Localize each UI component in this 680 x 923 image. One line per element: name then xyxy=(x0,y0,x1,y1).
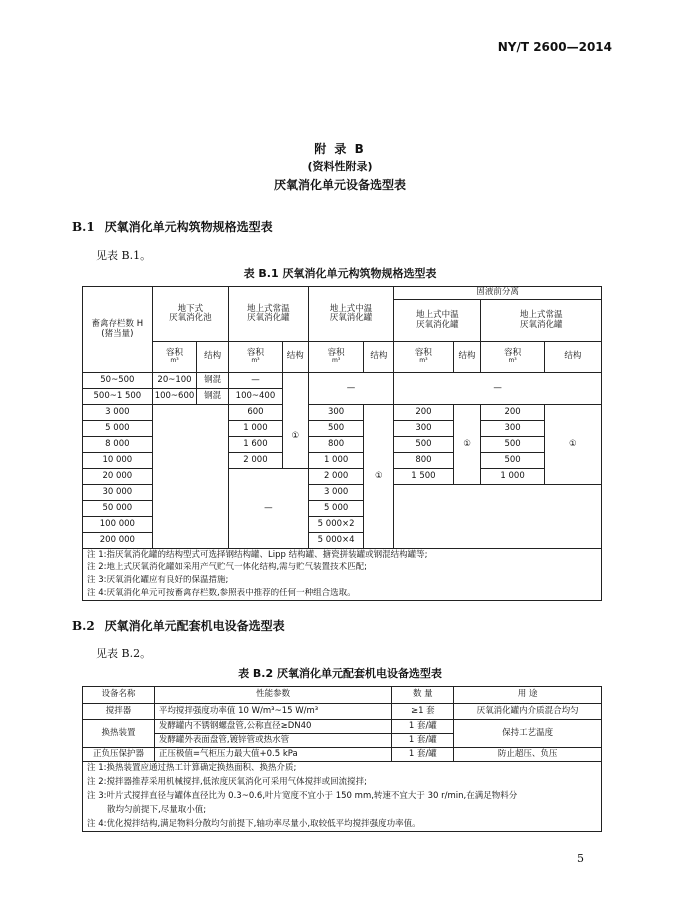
volume-cell: 2 000 xyxy=(308,469,364,485)
volume-cell: — xyxy=(229,373,283,389)
section-b2-text: 见表 B.2。 xyxy=(96,647,152,660)
stock-cell: 50~500 xyxy=(83,373,153,389)
sep-medium-header: 地上式中温 厌氧消化罐 xyxy=(394,300,481,342)
volume-cell: 500 xyxy=(481,437,544,453)
struct-header: 结构 xyxy=(197,342,229,373)
equipment-use: 厌氧消化罐内介质混合均匀 xyxy=(454,704,602,720)
above-medium-header: 地上式中温 厌氧消化罐 xyxy=(308,287,394,342)
sep-normal-header: 地上式常温 厌氧消化罐 xyxy=(481,300,602,342)
table-note: 注 3:厌氧消化罐应有良好的保温措施; xyxy=(83,575,602,588)
appendix-name: 厌氧消化单元设备选型表 xyxy=(273,178,406,192)
vol-header: 容积 m³ xyxy=(229,342,283,373)
equipment-param: 平均搅拌强度功率值 10 W/m³~15 W/m³ xyxy=(154,704,392,720)
col-header-name: 设备名称 xyxy=(83,687,155,704)
table-note: 散均匀前提下,尽量取小值; xyxy=(83,804,602,818)
volume-cell: 1 500 xyxy=(394,469,453,485)
stock-cell: 100 000 xyxy=(83,517,153,533)
volume-cell: 300 xyxy=(394,421,453,437)
struct-cell: ① xyxy=(453,405,481,485)
section-b1-heading xyxy=(72,218,273,235)
stock-cell: 10 000 xyxy=(83,453,153,469)
stock-cell: 20 000 xyxy=(83,469,153,485)
struct-header: 结构 xyxy=(282,342,308,373)
volume-cell: 1 000 xyxy=(308,453,364,469)
stock-cell: 50 000 xyxy=(83,501,153,517)
struct-cell: 钢混 xyxy=(197,389,229,405)
volume-cell: 200 xyxy=(481,405,544,421)
empty-dash-cell: — xyxy=(394,373,602,405)
section-b1-text: 见表 B.1。 xyxy=(96,249,152,262)
stock-cell: 200 000 xyxy=(83,533,153,549)
page-number: 5 xyxy=(577,852,584,865)
struct-cell: ① xyxy=(544,405,601,485)
table-note: 注 1:换热装置应通过热工计算确定换热面积、换热介质; xyxy=(83,762,602,776)
section-number: B.1 xyxy=(72,220,95,234)
volume-cell: 5 000×4 xyxy=(308,533,364,549)
stock-cell: 8 000 xyxy=(83,437,153,453)
table-note: 注 1:指厌氧消化罐的结构型式可选择钢结构罐、Lipp 结构罐、搪瓷拼装罐或钢混结构罐等; xyxy=(83,549,602,562)
struct-cell: ① xyxy=(364,405,394,549)
volume-cell: 200 xyxy=(394,405,453,421)
underground-header: 地下式 厌氧消化池 xyxy=(152,287,228,342)
equipment-qty: 1 套/罐 xyxy=(392,720,454,734)
volume-cell: 300 xyxy=(481,421,544,437)
table-note: 注 4:优化搅拌结构,满足物料分散均匀前提下,轴功率尽量小,取较低平均搅拌强度功率值。 xyxy=(83,818,602,832)
section-title: 厌氧消化单元配套机电设备选型表 xyxy=(104,619,285,633)
equipment-use: 防止超压、负压 xyxy=(454,748,602,762)
vol-header: 容积 m³ xyxy=(481,342,544,373)
section-number: B.2 xyxy=(72,619,95,633)
volume-cell: 2 000 xyxy=(229,453,283,469)
above-normal-header: 地上式常温 厌氧消化罐 xyxy=(229,287,309,342)
stock-cell: 30 000 xyxy=(83,485,153,501)
empty-cell xyxy=(394,485,602,549)
struct-cell: 钢混 xyxy=(197,373,229,389)
stock-cell: 500~1 500 xyxy=(83,389,153,405)
volume-cell: 20~100 xyxy=(152,373,197,389)
volume-cell: 100~400 xyxy=(229,389,283,405)
stock-cell: 5 000 xyxy=(83,421,153,437)
empty-cell xyxy=(152,405,228,549)
appendix-type: (资料性附录) xyxy=(307,160,373,173)
vol-header: 容积 m³ xyxy=(394,342,453,373)
equipment-param: 正压极值=气柜压力最大值+0.5 kPa xyxy=(154,748,392,762)
struct-header: 结构 xyxy=(453,342,481,373)
volume-cell: 5 000×2 xyxy=(308,517,364,533)
volume-cell: 300 xyxy=(308,405,364,421)
equipment-param: 发酵罐内不锈钢螺盘管,公称直径≥DN40 xyxy=(154,720,392,734)
col-header-use: 用 途 xyxy=(454,687,602,704)
volume-cell: 3 000 xyxy=(308,485,364,501)
separation-header: 固液前分离 xyxy=(394,287,602,300)
volume-cell: 1 600 xyxy=(229,437,283,453)
table-note: 注 2:搅拌器推荐采用机械搅拌,低浓度厌氧消化可采用气体搅拌或回流搅拌; xyxy=(83,776,602,790)
struct-header: 结构 xyxy=(544,342,601,373)
equipment-qty: 1 套/罐 xyxy=(392,748,454,762)
stock-cell: 3 000 xyxy=(83,405,153,421)
equipment-param: 发酵罐外表面盘管,镀锌管或热水管 xyxy=(154,734,392,748)
col-header-param: 性能参数 xyxy=(154,687,392,704)
empty-dash-cell: — xyxy=(308,373,394,405)
volume-cell: 1 000 xyxy=(229,421,283,437)
section-b2-heading xyxy=(72,617,285,634)
equipment-qty: ≥1 套 xyxy=(392,704,454,720)
col-header-qty: 数 量 xyxy=(392,687,454,704)
equipment-name: 搅拌器 xyxy=(83,704,155,720)
struct-cell: ① xyxy=(282,405,308,469)
volume-cell: 800 xyxy=(394,453,453,469)
table-b2 xyxy=(82,686,602,832)
appendix-title: 附 录 B xyxy=(314,142,366,156)
table-note: 注 4:厌氧消化单元可按畜禽存栏数,参照表中推荐的任何一种组合选取。 xyxy=(83,588,602,601)
standard-code: NY/T 2600—2014 xyxy=(497,40,612,54)
equipment-name: 正负压保护器 xyxy=(83,748,155,762)
vol-header: 容积 m³ xyxy=(152,342,197,373)
vol-header: 容积 m³ xyxy=(308,342,364,373)
volume-cell: 800 xyxy=(308,437,364,453)
volume-cell: 600 xyxy=(229,405,283,421)
empty-dash-cell: — xyxy=(229,469,309,549)
volume-cell: 5 000 xyxy=(308,501,364,517)
section-title: 厌氧消化单元构筑物规格选型表 xyxy=(104,220,273,234)
volume-cell: 100~600 xyxy=(152,389,197,405)
stock-header: 畜禽存栏数 H (猪当量) xyxy=(83,287,153,373)
volume-cell: 500 xyxy=(394,437,453,453)
table-b1-caption: 表 B.1 厌氧消化单元构筑物规格选型表 xyxy=(243,267,437,280)
volume-cell: 500 xyxy=(308,421,364,437)
struct-cell xyxy=(282,373,308,405)
equipment-name: 换热装置 xyxy=(83,720,155,748)
equipment-use: 保持工艺温度 xyxy=(454,720,602,748)
volume-cell: 500 xyxy=(481,453,544,469)
table-note: 注 3:叶片式搅拌直径与罐体直径比为 0.3~0.6,叶片宽度不宜小于 150 mm,转速不宜大于 30 r/min,在满足物料分 xyxy=(83,790,602,804)
table-b1 xyxy=(82,286,602,601)
table-note: 注 2:地上式厌氧消化罐如采用产气贮气一体化结构,需与贮气装置技术匹配; xyxy=(83,562,602,575)
table-b2-caption: 表 B.2 厌氧消化单元配套机电设备选型表 xyxy=(238,667,442,680)
equipment-qty: 1 套/罐 xyxy=(392,734,454,748)
volume-cell: 1 000 xyxy=(481,469,544,485)
struct-header: 结构 xyxy=(364,342,394,373)
